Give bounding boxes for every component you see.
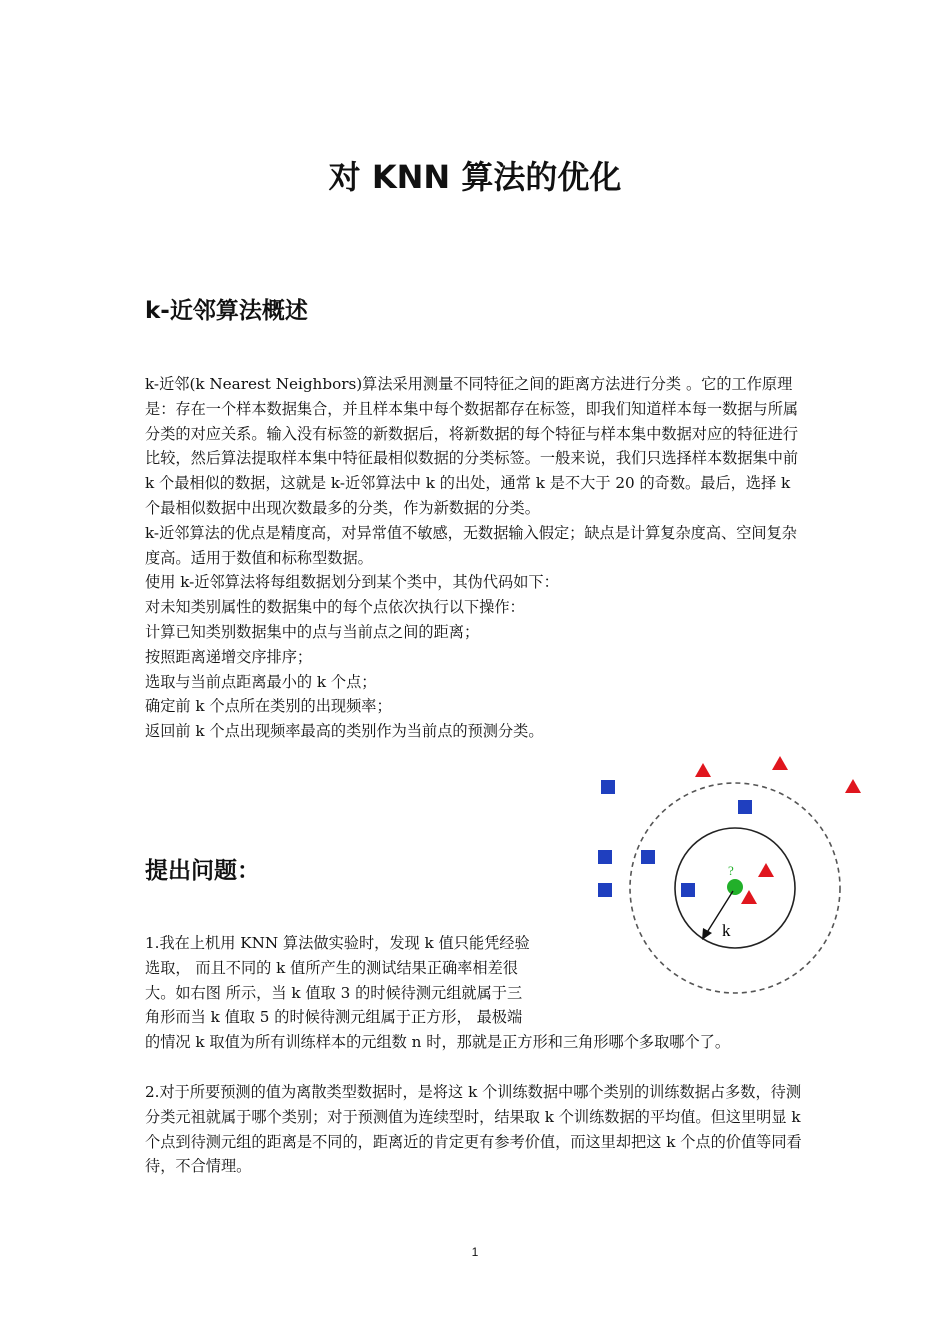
square-sample	[598, 883, 612, 897]
triangle-sample	[772, 756, 788, 770]
square-sample	[681, 883, 695, 897]
problem-2-paragraph: 2.对于所要预测的值为离散类型数据时，是将这 k 个训练数据中哪个类别的训练数据占多数，待测分类元祖就属于哪个类别；对于预测值为连续型时，结果取 k 个训练数据的平均值。但这里明显 k 个点到待测元组的距离是不同的，距离近的肯定更有参考价值，而这里却把这 k 个点的价值等同看待，不合情理。	[145, 1083, 802, 1176]
pseudo-step: 计算已知类别数据集中的点与当前点之间的距离；	[145, 622, 480, 641]
square-sample	[601, 780, 615, 794]
square-sample	[738, 800, 752, 814]
triangle-sample	[741, 890, 757, 904]
triangle-sample	[758, 863, 774, 877]
overview-paragraph-3: 使用 k-近邻算法将每组数据划分到某个类中，其伪代码如下：	[145, 573, 559, 592]
page-number: 1	[471, 1245, 479, 1259]
page-title: 对 KNN 算法的优化	[328, 158, 622, 196]
overview-paragraph-2: k-近邻算法的优点是精度高，对异常值不敏感，无数据输入假定；缺点是计算复杂度高、空间复杂度高。适用于数值和标称型数据。	[145, 523, 797, 567]
problem-1-line: 1.我在上机用 KNN 算法做实验时，发现 k 值只能凭经验	[145, 934, 530, 952]
square-sample	[598, 850, 612, 864]
problem-1-line: 的情况 k 取值为所有训练样本的元组数 n 时，那就是正方形和三角形哪个多取哪个了。	[145, 1033, 731, 1052]
knn-illustration	[590, 752, 870, 1002]
overview-body	[145, 372, 810, 744]
problem-1-line: 大。如右图 所示，当 k 值取 3 的时候待测元组就属于三	[145, 983, 523, 1002]
pseudo-step: 返回前 k 个点出现频率最高的类别作为当前点的预测分类。	[145, 722, 544, 741]
overview-paragraph-1: k-近邻(k Nearest Neighbors)算法采用测量不同特征之间的距离方法进行分类 。它的工作原理是：存在一个样本数据集合，并且样本集中每个数据都存在标签，即我们知道样本每一数据与所属分类的对应关系。输入没有标签的新数据后，将新数据的每个特征与样本集中数据对应的特征进行比较，然后算法提取样本集中特征最相似数据的分类标签。一般来说，我们只选择样本数据集中前 k 个最相似的数据，这就是 k-近邻算法中 k 的出处，通常 k 是不大于 20 的奇数。最后，选择 k 个最相似数据中出现次数最多的分类，作为新数据的分类。	[145, 375, 799, 517]
section-heading-problems: 提出问题：	[145, 858, 260, 884]
problem-1-line: 选取， 而且不同的 k 值所产生的测试结果正确率相差很	[145, 958, 518, 977]
pseudo-step: 按照距离递增交序排序；	[145, 647, 313, 666]
problem-2	[145, 1080, 810, 1179]
problem-1-line: 角形而当 k 值取 5 的时候待测元组属于正方形， 最极端	[145, 1008, 523, 1027]
query-point	[727, 879, 743, 895]
square-sample	[641, 850, 655, 864]
triangle-sample	[695, 763, 711, 777]
pseudo-step: 确定前 k 个点所在类别的出现频率；	[145, 697, 392, 716]
query-label: ?	[728, 863, 734, 878]
radius-arrowhead	[702, 928, 712, 940]
section-heading-overview: k-近邻算法概述	[145, 298, 308, 324]
pseudo-step: 选取与当前点距离最小的 k 个点；	[145, 672, 377, 691]
radius-label: k	[722, 921, 731, 940]
pseudo-step: 对未知类别属性的数据集中的每个点依次执行以下操作：	[145, 598, 525, 617]
triangle-sample	[845, 779, 861, 793]
